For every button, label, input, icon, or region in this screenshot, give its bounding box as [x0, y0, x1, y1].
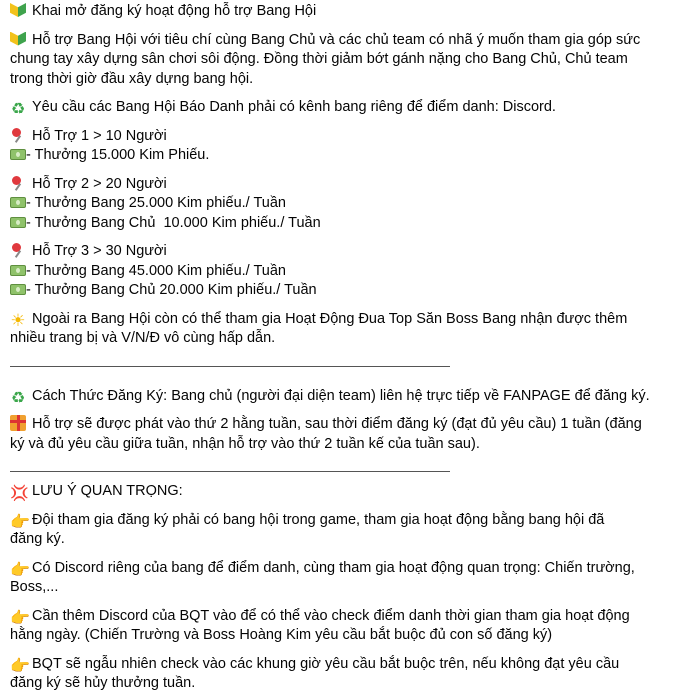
pushpin-icon [10, 127, 26, 143]
money-icon [10, 149, 26, 160]
gift-icon [10, 415, 26, 431]
pointing-hand-icon: 👉 [10, 559, 30, 579]
intro-line: chung tay xây dựng sân chơi sôi động. Đồng thời giảm bớt gánh nặng cho Bang Chủ, Chủ team [10, 51, 628, 67]
payout-line: Hỗ trợ sẽ được phát vào thứ 2 hằng tuần, sau thời điểm đăng ký (đạt đủ yêu cầu) 1 tuần (đăng [32, 416, 642, 432]
note-line: hằng ngày. (Chiến Trường và Boss Hoàng Kim yêu cầu bắt buộc đủ con số đăng ký) [10, 627, 553, 643]
pointing-hand-icon: 👉 [10, 655, 30, 675]
paragraph-open [10, 2, 663, 22]
extra-line: Ngoài ra Bang Hội còn có thể tham gia Hoạt Động Đua Top Săn Boss Bang nhận được thêm [32, 310, 628, 327]
tier-title: Hỗ Trợ 1 > 10 Người [32, 127, 167, 144]
tier-reward: - Thưởng 15.000 Kim Phiếu. [26, 147, 210, 163]
beginner-icon [10, 2, 26, 18]
open-text: Khai mở đăng ký hoạt động hỗ trợ Bang Hội [32, 3, 317, 19]
payout-line: ký và đủ yêu cầu giữa tuần, nhận hỗ trợ vào thứ 2 tuần kế của tuần sau). [10, 435, 480, 452]
pointing-hand-icon: 👉 [10, 511, 30, 531]
tier-2 [10, 175, 663, 234]
tier-reward: - Thưởng Bang 25.000 Kim phiếu./ Tuần [26, 195, 286, 211]
requirement-text: Yêu cầu các Bang Hội Báo Danh phải có kênh bang riêng để điểm danh: Discord. [32, 99, 556, 115]
money-icon [10, 284, 26, 295]
tier-title: Hỗ Trợ 3 > 30 Người [32, 243, 167, 259]
notice-title: LƯU Ý QUAN TRỌNG: [32, 483, 183, 499]
money-icon [10, 217, 26, 228]
tier-title: Hỗ Trợ 2 > 20 Người [32, 175, 167, 192]
intro-line: trong thời giờ đầu xây dựng bang hội. [10, 70, 254, 87]
note-4 [10, 655, 663, 694]
tier-reward: - Thưởng Bang Chủ 20.000 Kim phiếu./ Tuần [26, 282, 317, 298]
note-line: BQT sẽ ngẫu nhiên check vào các khung giờ yêu cầu bắt buộc trên, nếu không đạt yêu cầu [32, 655, 620, 672]
tier-reward: - Thưởng Bang 45.000 Kim phiếu./ Tuần [26, 262, 286, 279]
note-line: đăng ký sẽ hủy thưởng tuần. [10, 675, 196, 691]
pushpin-icon [10, 175, 26, 191]
note-line: đăng ký. [10, 531, 65, 547]
divider [10, 471, 450, 472]
pointing-hand-icon: 👉 [10, 607, 30, 627]
note-line: Boss,... [10, 579, 59, 595]
tier-1 [10, 127, 663, 166]
extra-line: nhiều trang bị và V/N/Đ vô cùng hấp dẫn. [10, 330, 276, 346]
beginner-icon [10, 31, 26, 47]
paragraph-requirement [10, 98, 663, 118]
tier-reward: - Thưởng Bang Chủ 10.000 Kim phiếu./ Tuần [26, 214, 321, 231]
notice-heading [10, 482, 663, 502]
note-2 [10, 559, 663, 598]
paragraph-register [10, 387, 663, 407]
note-1 [10, 511, 663, 550]
note-line: Cần thêm Discord của BQT vào để có thể vào check điểm danh thời gian tham gia hoạt động [32, 607, 630, 624]
pushpin-icon [10, 242, 26, 258]
note-line: Có Discord riêng của bang để điểm danh, cùng tham gia hoạt động quan trọng: Chiến trường, [32, 559, 635, 576]
note-3 [10, 607, 663, 646]
paragraph-intro [10, 31, 663, 90]
paragraph-extra [10, 310, 663, 349]
intro-line: Hỗ trợ Bang Hội với tiêu chí cùng Bang Chủ và các chủ team có nhã ý muốn tham gia góp sức [32, 31, 641, 48]
sun-icon: ☀ [10, 310, 26, 331]
money-icon [10, 197, 26, 208]
paragraph-payout [10, 415, 663, 454]
recycle-icon: ♻ [10, 99, 26, 118]
anger-icon: 💢 [10, 484, 29, 502]
divider [10, 366, 450, 367]
tier-3 [10, 242, 663, 301]
note-line: Đội tham gia đăng ký phải có bang hội trong game, tham gia hoạt động bằng bang hội đã [32, 511, 605, 528]
register-text: Cách Thức Đăng Ký: Bang chủ (người đại diện team) liên hệ trực tiếp về FANPAGE để đăng ký. [32, 387, 650, 404]
recycle-icon: ♻ [10, 387, 26, 407]
money-icon [10, 265, 26, 276]
